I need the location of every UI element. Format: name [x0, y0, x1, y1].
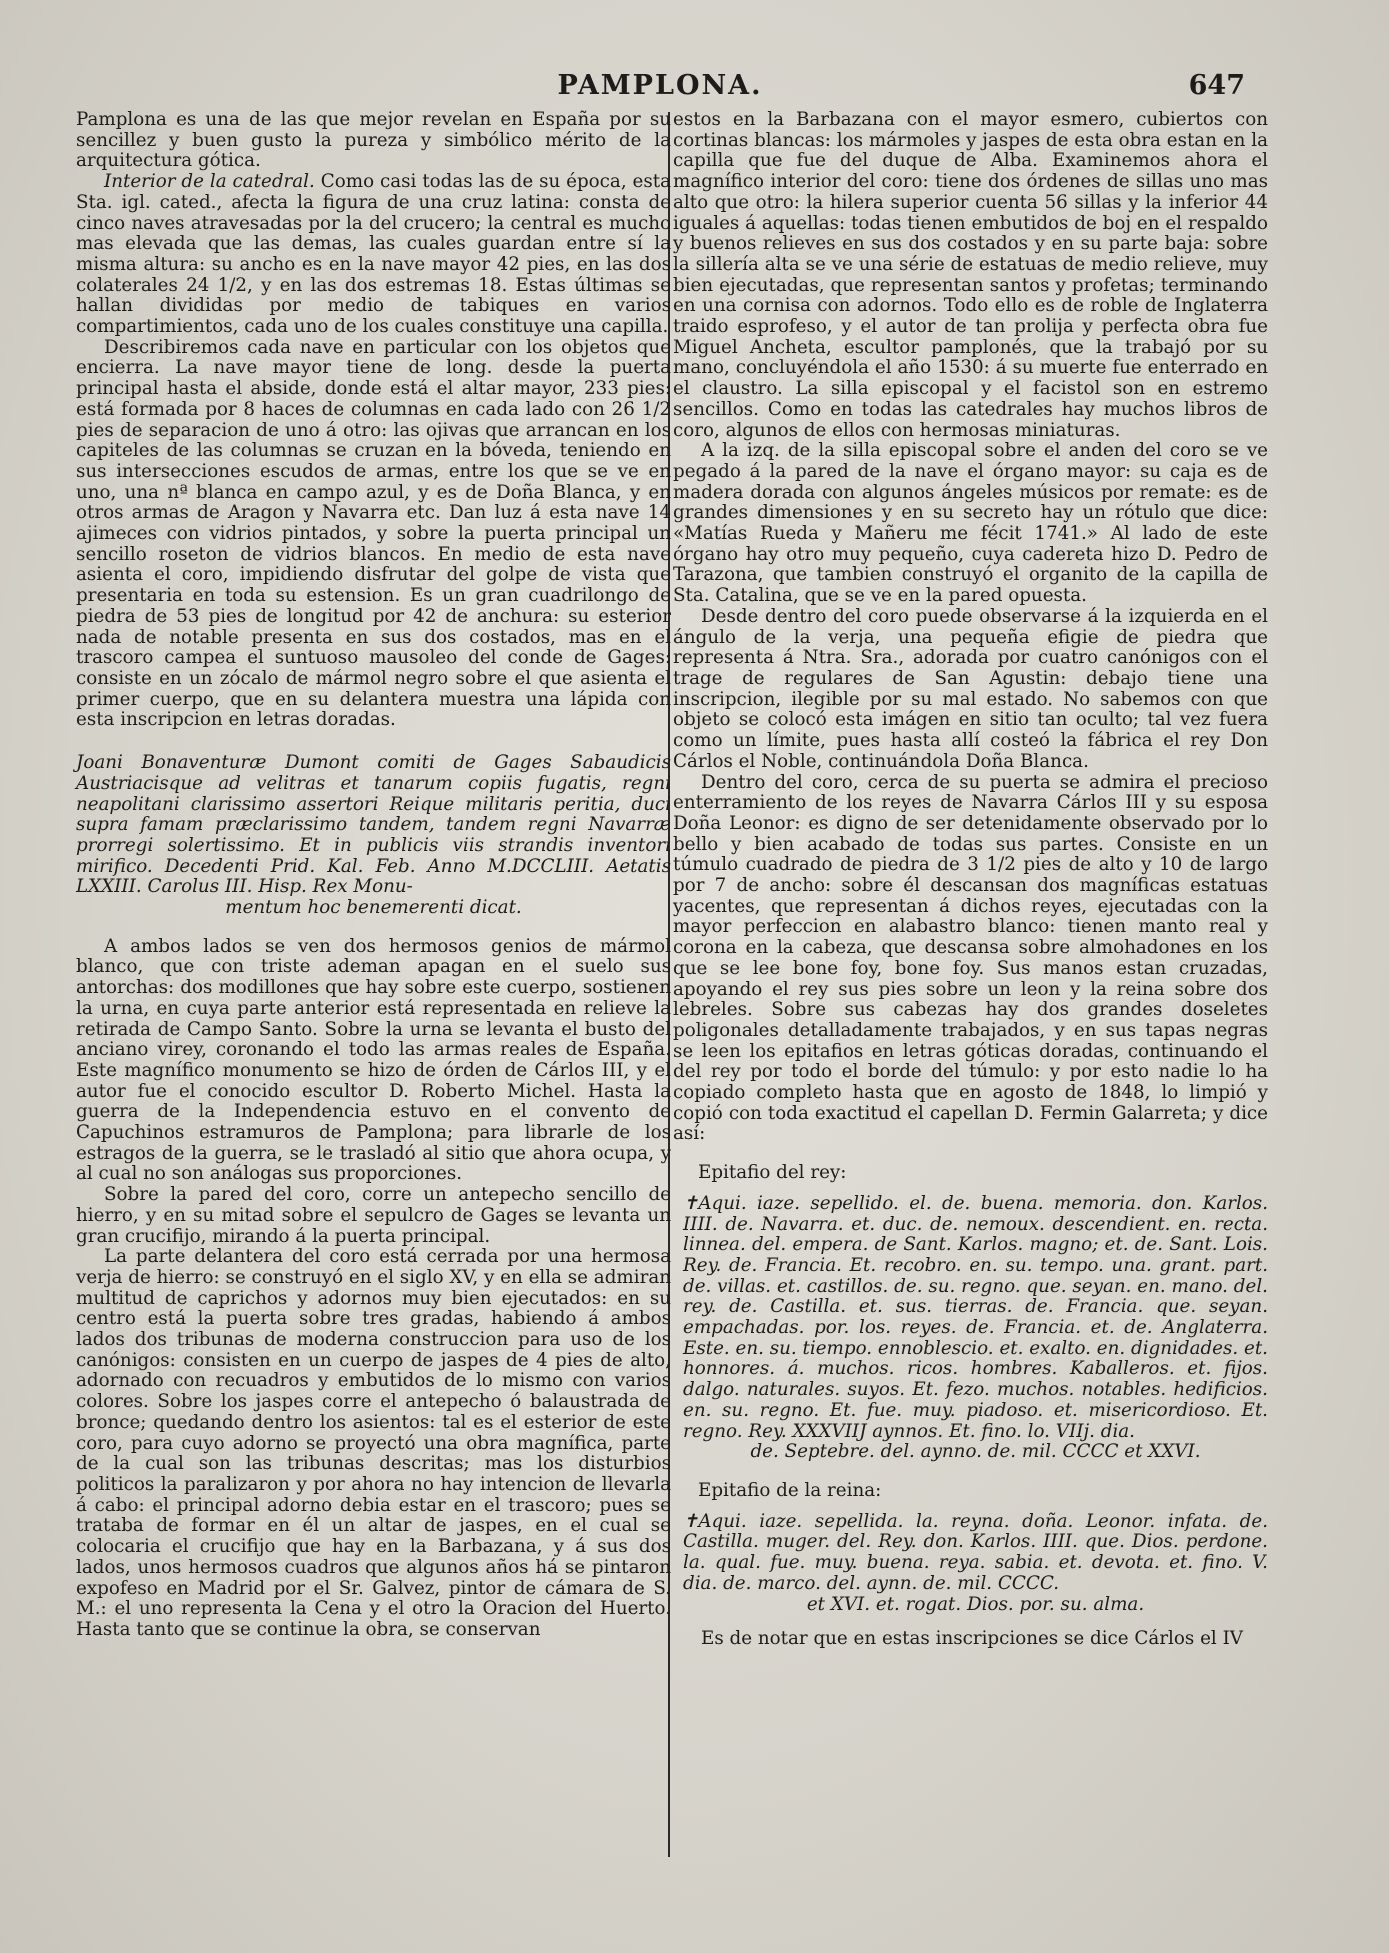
right-column — [673, 110, 1268, 1650]
paragraph: Dentro del coro, cerca de su puerta se admira el precioso enterramiento de los reyes de Navarra Cárlos III y su esposa Doña Leonor: es digno de ser detenidamente observado por lo bello y bien acabado de todas sus partes. Consiste en un túmulo cuadrado de piedra de 3 1/2 pies de alto y 10 de largo por 7 de ancho: sobre él descansan dos magníficas estatuas yacentes, que representan á dichos reyes, ejecutadas con la mayor perfeccion en alabastro blanco: tienen manto real y corona en la cabeza, que descansa sobre almohadones en los que se lee bone foy, bone foy. Sus manos estan cruzadas, apoyando el rey sus pies sobre un leon y la reina sobre dos lebreles. Sobre sus cabezas hay dos grandes doseletes poligonales detalladamente trabajados, y en sus tapas negras se leen los epitafios en letras góticas doradas, continuando el del rey por todo el borde del túmulo: y por esto nadie lo ha copiado completo hasta que en agosto de 1848, lo limpió y copió con toda exactitud el capellan D. Fermin Galarreta; y dice así: — [673, 771, 1268, 1145]
paragraph: estos en la Barbazana con el mayor esmero, cubiertos con cortinas blancas: los mármoles y jaspes de esta obra estan en la capilla que fue del duque de Alba. Examinemos ahora el magnífico interior del coro: tiene dos órdenes de sillas uno mas alto que otro: la hilera superior cuenta 56 sillas y la inferior 44 iguales á aquellas: todas tienen embutidos de boj en el respaldo y buenos relieves en sus dos costados y en su parte baja: sobre la sillería alta se ve una série de estatuas de medio relieve, muy bien ejecutadas, que representan santos y profetas; terminando en una cornisa con adornos. Todo ello es de roble de Inglaterra traido esprofeso, y el autor de tan prolija y perfecta obra fue Miguel Ancheta, escultor pamplonés, que la trabajó por su mano, concluyéndola el año 1530: á su muerte fue enterrado en el claustro. La silla episcopal y el facistol son en estremo sencillos. Como en todas las catedrales hay muchos libros de coro, algunos de ellos con hermosas miniaturas. — [673, 109, 1268, 441]
paragraph: Es de notar que en estas inscripciones se dice Cárlos el IV — [701, 1628, 1244, 1650]
paragraph: A ambos lados se ven dos hermosos genios de mármol blanco, que con triste ademan apagan en el suelo sus antorchas: dos modillones que hay sobre este cuerpo, sostienen la urna, en cuya parte anterior está representada en relieve la retirada de Campo Santo. Sobre la urna se levanta el busto del anciano virey, coronando el todo las armas reales de España. Este magnífico monumento se hizo de órden de Cárlos III, y el autor fue el conocido escultor D. Roberto Michel. Hasta la guerra de la Independencia estuvo en el convento de Capuchinos estramuros de Pamplona; para librarle de los estragos de la guerra, se le trasladó al sitio que ahora ocupa, y al cual no son análogas sus proporciones. — [76, 935, 671, 1185]
page-title: PAMPLONA. — [557, 70, 763, 101]
running-header — [75, 70, 1245, 110]
inscription-text: Joani Bonaventuræ Dumont comiti de Gages Sabaudicis Austriacisque ad velitras et tanarum copiis fugatis, regni neapolitani clarissimo assertori Reique militaris peritia, duci supra famam præclarissimo tandem, tandem regni Navarræ prorregi solertissimo. Et in publicis viis strandis inventori mirifico. Decedenti Prid. Kal. Feb. Anno M.DCCLIII. Aetatis LXXIII. Carolus III. Hisp. Rex Monu- — [76, 752, 671, 898]
inscription-last-line: mentum hoc benemerenti dicat. — [225, 897, 522, 919]
epitaph-text: ✝Aqui. iaze. sepellido. el. de. buena. memoria. don. Karlos. IIII. de. Navarra. et. duc. de. nemoux. descendient. en. recta. linnea. del. empera. de Sant. Karlos. magno; et. de. Sant. Lois. Rey. de. Francia. Et. recobro. en. su. tempo. una. grant. part. de. villas. et. castillos. de. su. regno. que. seyan. en. mano. del. rey. de. Castilla. et. sus. tierras. de. Francia. que. seyan. empachadas. por. los. reyes. de. Francia. et. de. Anglaterra. Este. en. su. tiempo. ennoblescio. et. exalto. en. dignidades. et. honnores. á. muchos. ricos. hombres. Kaballeros. et. fijos. dalgo. naturales. suyos. Et. fezo. muchos. notables. hedificios. en. su. regno. Et. fue. muy. piadoso. et. misericordioso. Et. regno. Rey. XXXVIIJ aynnos. Et. fino. lo. VIIj. dia. — [683, 1192, 1268, 1442]
paragraph: Desde dentro del coro puede observarse á la izquierda en el ángulo de la verja, una pequeña efigie de piedra que representa á Ntra. Sra., adorada por cuatro canónigos con el trage de regulares de San Agustin: debajo tiene una inscripcion, ilegible por su mal estado. No sabemos con que objeto se colocó esta imágen en sitio tan oculto; tal vez fuera como un límite, pues hasta allí costeó la fábrica el rey Don Cárlos el Noble, continuándola Doña Blanca. — [673, 605, 1268, 772]
paragraph: Sobre la pared del coro, corre un antepecho sencillo de hierro, y en su mitad sobre el sepulcro de Gages se levanta un gran crucifijo, mirando á la puerta principal. — [76, 1184, 671, 1247]
epitaph-last-line: et XVI. et. rogat. Dios. por. su. alma. — [806, 1593, 1145, 1615]
paragraph: Describiremos cada nave en particular con los objetos que encierra. La nave mayor tiene de long. desde la puerta principal hasta el abside, donde está el altar mayor, 233 pies: está formada por 8 haces de columnas en cada lado con 26 1/2 pies de separacion de uno á otro: las ojivas que arrancan en los capiteles de las columnas se cruzan en la bóveda, teniendo en sus intersecciones escudos de armas, entre los que se ve en uno, una nª blanca en campo azul, y es de Doña Blanca, y en otros armas de Aragon y Navarra etc. Dan luz á esta nave 14 ajimeces con vidrios pintados, y sobre la puerta principal un sencillo roseton de vidrios blancos. En medio de esta nave asienta el coro, impidiendo disfrutar del golpe de vista que presentaria en toda su estension. Es un gran cuadrilongo de piedra de 53 pies de longitud por 42 de anchura: su esterior nada de notable presenta en sus dos costados, mas en el trascoro campea el suntuoso mausoleo del conde de Gages: consiste en un zócalo de mármol negro sobre el que asienta el primer cuerpo, que en su delantera muestra una lápida con esta inscripcion en letras doradas. — [76, 336, 671, 731]
epitaph-king — [673, 1194, 1268, 1463]
epitaph-queen — [673, 1512, 1268, 1616]
paragraph — [76, 172, 671, 338]
left-column — [76, 110, 671, 1641]
epitaph-last-line: de. Septebre. del. aynno. de. mil. CCCC et XXVI. — [750, 1441, 1201, 1463]
latin-inscription — [76, 753, 671, 919]
page-number: 647 — [1188, 70, 1245, 101]
paragraph: La parte delantera del coro está cerrada por una hermosa verja de hierro: se construyó en el siglo XV, y en ella se admiran multitud de caprichos y adornos muy bien ejecutados: en su centro está la puerta sobre tres gradas, habiendo á ambos lados dos tribunas de moderna construccion para uso de los canónigos: consisten en un cuerpo de jaspes de 4 pies de alto, adornado con recuadros y embutidos de lo mismo con varios colores. Sobre los jaspes corre el antepecho ó balaustrada de bronce; quedando dentro los asientos: tal es el esterior de este coro, para cuyo adorno se proyectó una obra magnífica, parte de la cual son las tribunas descritas; mas los disturbios politicos la paralizaron y por ahora no hay intencion de llevarla á cabo: el principal adorno debia estar en el trascoro; pues se trataba de formar en él un altar de jaspes, en el cual se colocaria el crucifijo que hay en la Barbazana, y á sus dos lados, unos hermosos cuadros que algunos años há se pintaron expofeso en Madrid por el Sr. Galvez, pintor de cámara de S. M.: el uno representa la Cena y el otro la Oracion del Huerto. Hasta tanto que se continue la obra, se conservan — [76, 1246, 671, 1640]
paragraph-text: Como casi todas las de su época, esta Sta. igl. cated., afecta la figura de una cruz latina: consta de cinco naves atravesadas por la del crucero; la central es mucho mas elevada que las demas, las cuales guardan entre sí la misma altura: su ancho es en la nave mayor 42 pies, en las dos colaterales 24 1/2, y en las dos estremas 18. Estas últimas se hallan divididas por medio de tabiques en varios compartimientos, cada uno de los cuales constituye una capilla. — [76, 171, 671, 338]
paragraph: Pamplona es una de las que mejor revelan en España por su sencillez y buen gusto la pureza y simbólico mérito de la arquitectura gótica. — [76, 109, 671, 172]
epitaph-heading-queen: Epitafio de la reina: — [698, 1480, 882, 1501]
paragraph: A la izq. de la silla episcopal sobre el anden del coro se ve pegado á la pared de la nave el órgano mayor: su caja es de madera dorada con algunos ángeles músicos por remate: es de grandes dimensiones y en su secreto hay un rótulo que dice: «Matías Rueda y Mañeru me fécit 1741.» Al lado de este órgano hay otro muy pequeño, cuya cadereta hizo D. Pedro de Tarazona, que tambien construyó el organito de la capilla de Sta. Catalina, que se ve en la pared opuesta. — [673, 440, 1268, 607]
epitaph-text: ✝Aqui. iaze. sepellida. la. reyna. doña. Leonor. infata. de. Castilla. muger. del. Rey. don. Karlos. IIII. que. Dios. perdone. la. qual. fue. muy. buena. reya. sabia. et. devota. et. fino. V. dia. de. marco. del. aynn. de. mil. CCCC. — [683, 1510, 1268, 1594]
section-heading: Interior de la catedral. — [104, 171, 315, 193]
epitaph-heading-king: Epitafio del rey: — [698, 1162, 847, 1184]
spacer — [673, 1615, 1268, 1629]
